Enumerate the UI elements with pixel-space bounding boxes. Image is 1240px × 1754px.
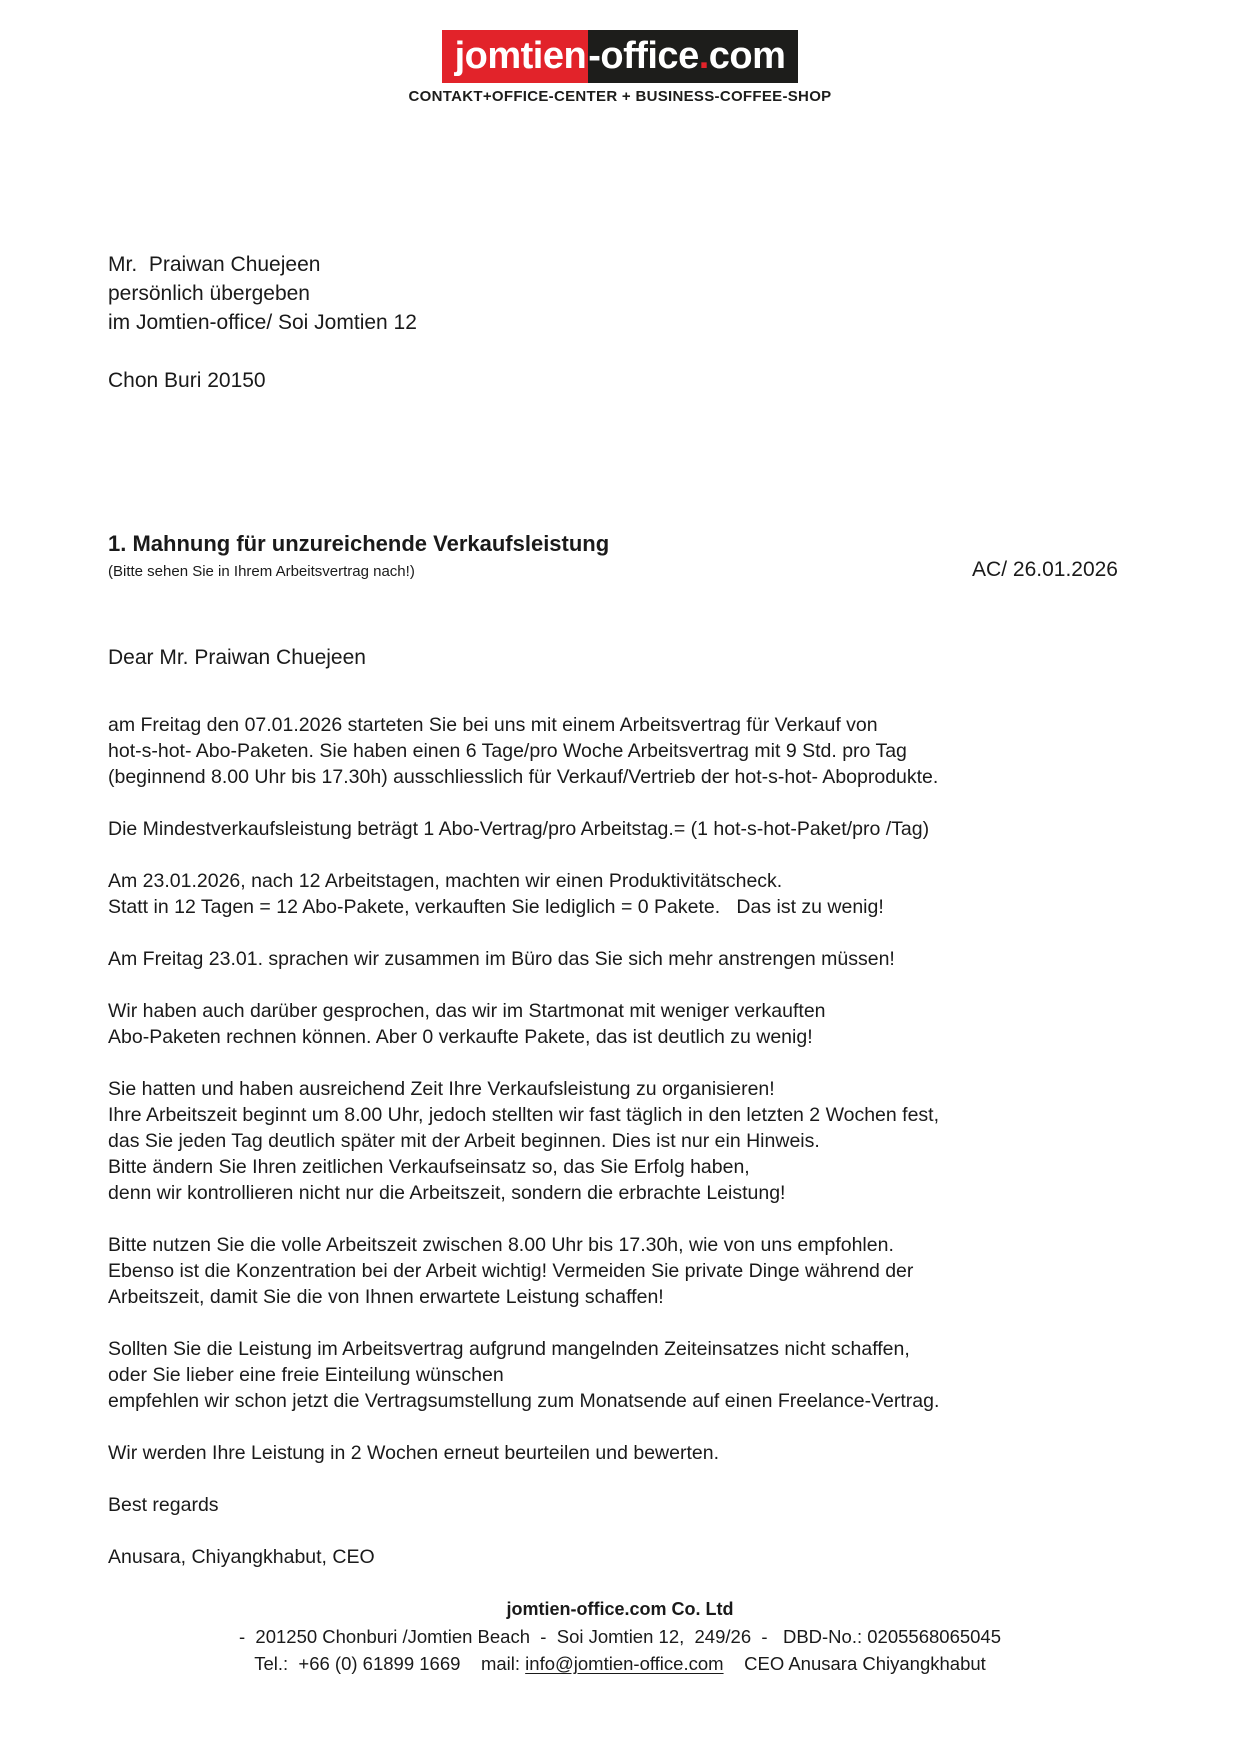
paragraph-line: denn wir kontrollieren nicht nur die Arbeitszeit, sondern die erbrachte Leistung! — [108, 1182, 786, 1204]
subject-note: (Bitte sehen Sie in Ihrem Arbeitsvertrag nach!) — [108, 563, 415, 580]
recipient-line: im Jomtien-office/ Soi Jomtien 12 — [108, 311, 417, 334]
paragraph-line: Statt in 12 Tagen = 12 Abo-Pakete, verkauften Sie lediglich = 0 Pakete. Das ist zu wenig! — [108, 896, 884, 918]
paragraph-line: Best regards — [108, 1494, 219, 1516]
paragraph-line: Anusara, Chiyangkhabut, CEO — [108, 1546, 375, 1568]
recipient-line: persönlich übergeben — [108, 282, 310, 305]
paragraph-line: am Freitag den 07.01.2026 starteten Sie bei uns mit einem Arbeitsvertrag für Verkauf von — [108, 714, 878, 736]
letter-body — [108, 712, 1170, 1596]
salutation: Dear Mr. Praiwan Chuejeen — [108, 646, 366, 669]
paragraph — [108, 1544, 1170, 1570]
paragraph-line: Sollten Sie die Leistung im Arbeitsvertrag aufgrund mangelnden Zeiteinsatzes nicht schaffen, — [108, 1338, 910, 1360]
footer — [0, 1596, 1240, 1677]
reference-date: AC/ 26.01.2026 — [972, 558, 1118, 581]
footer-contact-line — [0, 1650, 1240, 1677]
footer-company-name: jomtien-office.com Co. Ltd — [506, 1599, 734, 1619]
paragraph — [108, 946, 1170, 972]
paragraph-line: empfehlen wir schon jetzt die Vertragsumstellung zum Monatsende auf einen Freelance-Vertrag. — [108, 1390, 940, 1412]
paragraph-line: Abo-Paketen rechnen können. Aber 0 verkaufte Pakete, das ist deutlich zu wenig! — [108, 1026, 813, 1048]
paragraph — [108, 1232, 1170, 1310]
paragraph-line: das Sie jeden Tag deutlich später mit der Arbeit beginnen. Dies ist nur ein Hinweis. — [108, 1130, 820, 1152]
logo-tagline: CONTAKT+OFFICE-CENTER + BUSINESS-COFFEE-SHOP — [408, 88, 832, 105]
recipient-line — [108, 337, 417, 366]
paragraph-line: Bitte nutzen Sie die volle Arbeitszeit zwischen 8.00 Uhr bis 17.30h, wie von uns empfohlen. — [108, 1234, 894, 1256]
paragraph — [108, 1076, 1170, 1206]
paragraph-line: hot-s-hot- Abo-Paketen. Sie haben einen 6 Tage/pro Woche Arbeitsvertrag mit 9 Std. pro Tag — [108, 740, 907, 762]
company-logo — [442, 30, 799, 83]
recipient-block — [108, 250, 417, 395]
paragraph-line: Arbeitszeit, damit Sie die von Ihnen erwartete Leistung schaffen! — [108, 1286, 664, 1308]
paragraph — [108, 1336, 1170, 1414]
paragraph-line: Am Freitag 23.01. sprachen wir zusammen im Büro das Sie sich mehr anstrengen müssen! — [108, 948, 895, 970]
footer-contact-pre: Tel.: +66 (0) 61899 1669 mail: — [254, 1653, 526, 1674]
letterhead — [0, 30, 1240, 105]
subject-row — [108, 558, 1118, 582]
logo-office-text: -office — [588, 35, 699, 77]
paragraph-line: Ihre Arbeitszeit beginnt um 8.00 Uhr, jedoch stellten wir fast täglich in den letzten 2 Wochen fest, — [108, 1104, 940, 1126]
recipient-line: Mr. Praiwan Chuejeen — [108, 253, 321, 276]
paragraph-line: Ebenso ist die Konzentration bei der Arbeit wichtig! Vermeiden Sie private Dinge während der — [108, 1260, 914, 1282]
paragraph — [108, 998, 1170, 1050]
logo-com-text: com — [708, 35, 786, 77]
logo-black-segment — [588, 30, 798, 83]
footer-contact-post: CEO Anusara Chiyangkhabut — [723, 1653, 986, 1674]
paragraph-line: Bitte ändern Sie Ihren zeitlichen Verkaufseinsatz so, das Sie Erfolg haben, — [108, 1156, 750, 1178]
logo-dot: . — [698, 35, 709, 77]
paragraph-line: Sie hatten und haben ausreichend Zeit Ihre Verkaufsleistung zu organisieren! — [108, 1078, 775, 1100]
paragraph — [108, 1440, 1170, 1466]
footer-email-link[interactable]: info@jomtien-office.com — [525, 1653, 724, 1674]
paragraph — [108, 868, 1170, 920]
logo-red-segment: jomtien — [442, 30, 589, 83]
paragraph-line: Wir haben auch darüber gesprochen, das wir im Startmonat mit weniger verkauften — [108, 1000, 826, 1022]
paragraph-line: Am 23.01.2026, nach 12 Arbeitstagen, machten wir einen Produktivitätscheck. — [108, 870, 783, 892]
recipient-line: Chon Buri 20150 — [108, 369, 266, 392]
paragraph-line: Wir werden Ihre Leistung in 2 Wochen erneut beurteilen und bewerten. — [108, 1442, 720, 1464]
paragraph-line: oder Sie lieber eine freie Einteilung wünschen — [108, 1364, 504, 1386]
paragraph — [108, 712, 1170, 790]
paragraph-line: (beginnend 8.00 Uhr bis 17.30h) ausschliesslich für Verkauf/Vertrieb der hot-s-hot- Aboprodukte. — [108, 766, 939, 788]
paragraph — [108, 816, 1170, 842]
paragraph-line: Die Mindestverkaufsleistung beträgt 1 Abo-Vertrag/pro Arbeitstag.= (1 hot-s-hot-Paket/pro /Tag) — [108, 818, 930, 840]
paragraph — [108, 1492, 1170, 1518]
footer-address-line: - 201250 Chonburi /Jomtien Beach - Soi Jomtien 12, 249/26 - DBD-No.: 0205568065045 — [238, 1626, 1002, 1647]
subject-title: 1. Mahnung für unzureichende Verkaufsleistung — [108, 531, 610, 556]
